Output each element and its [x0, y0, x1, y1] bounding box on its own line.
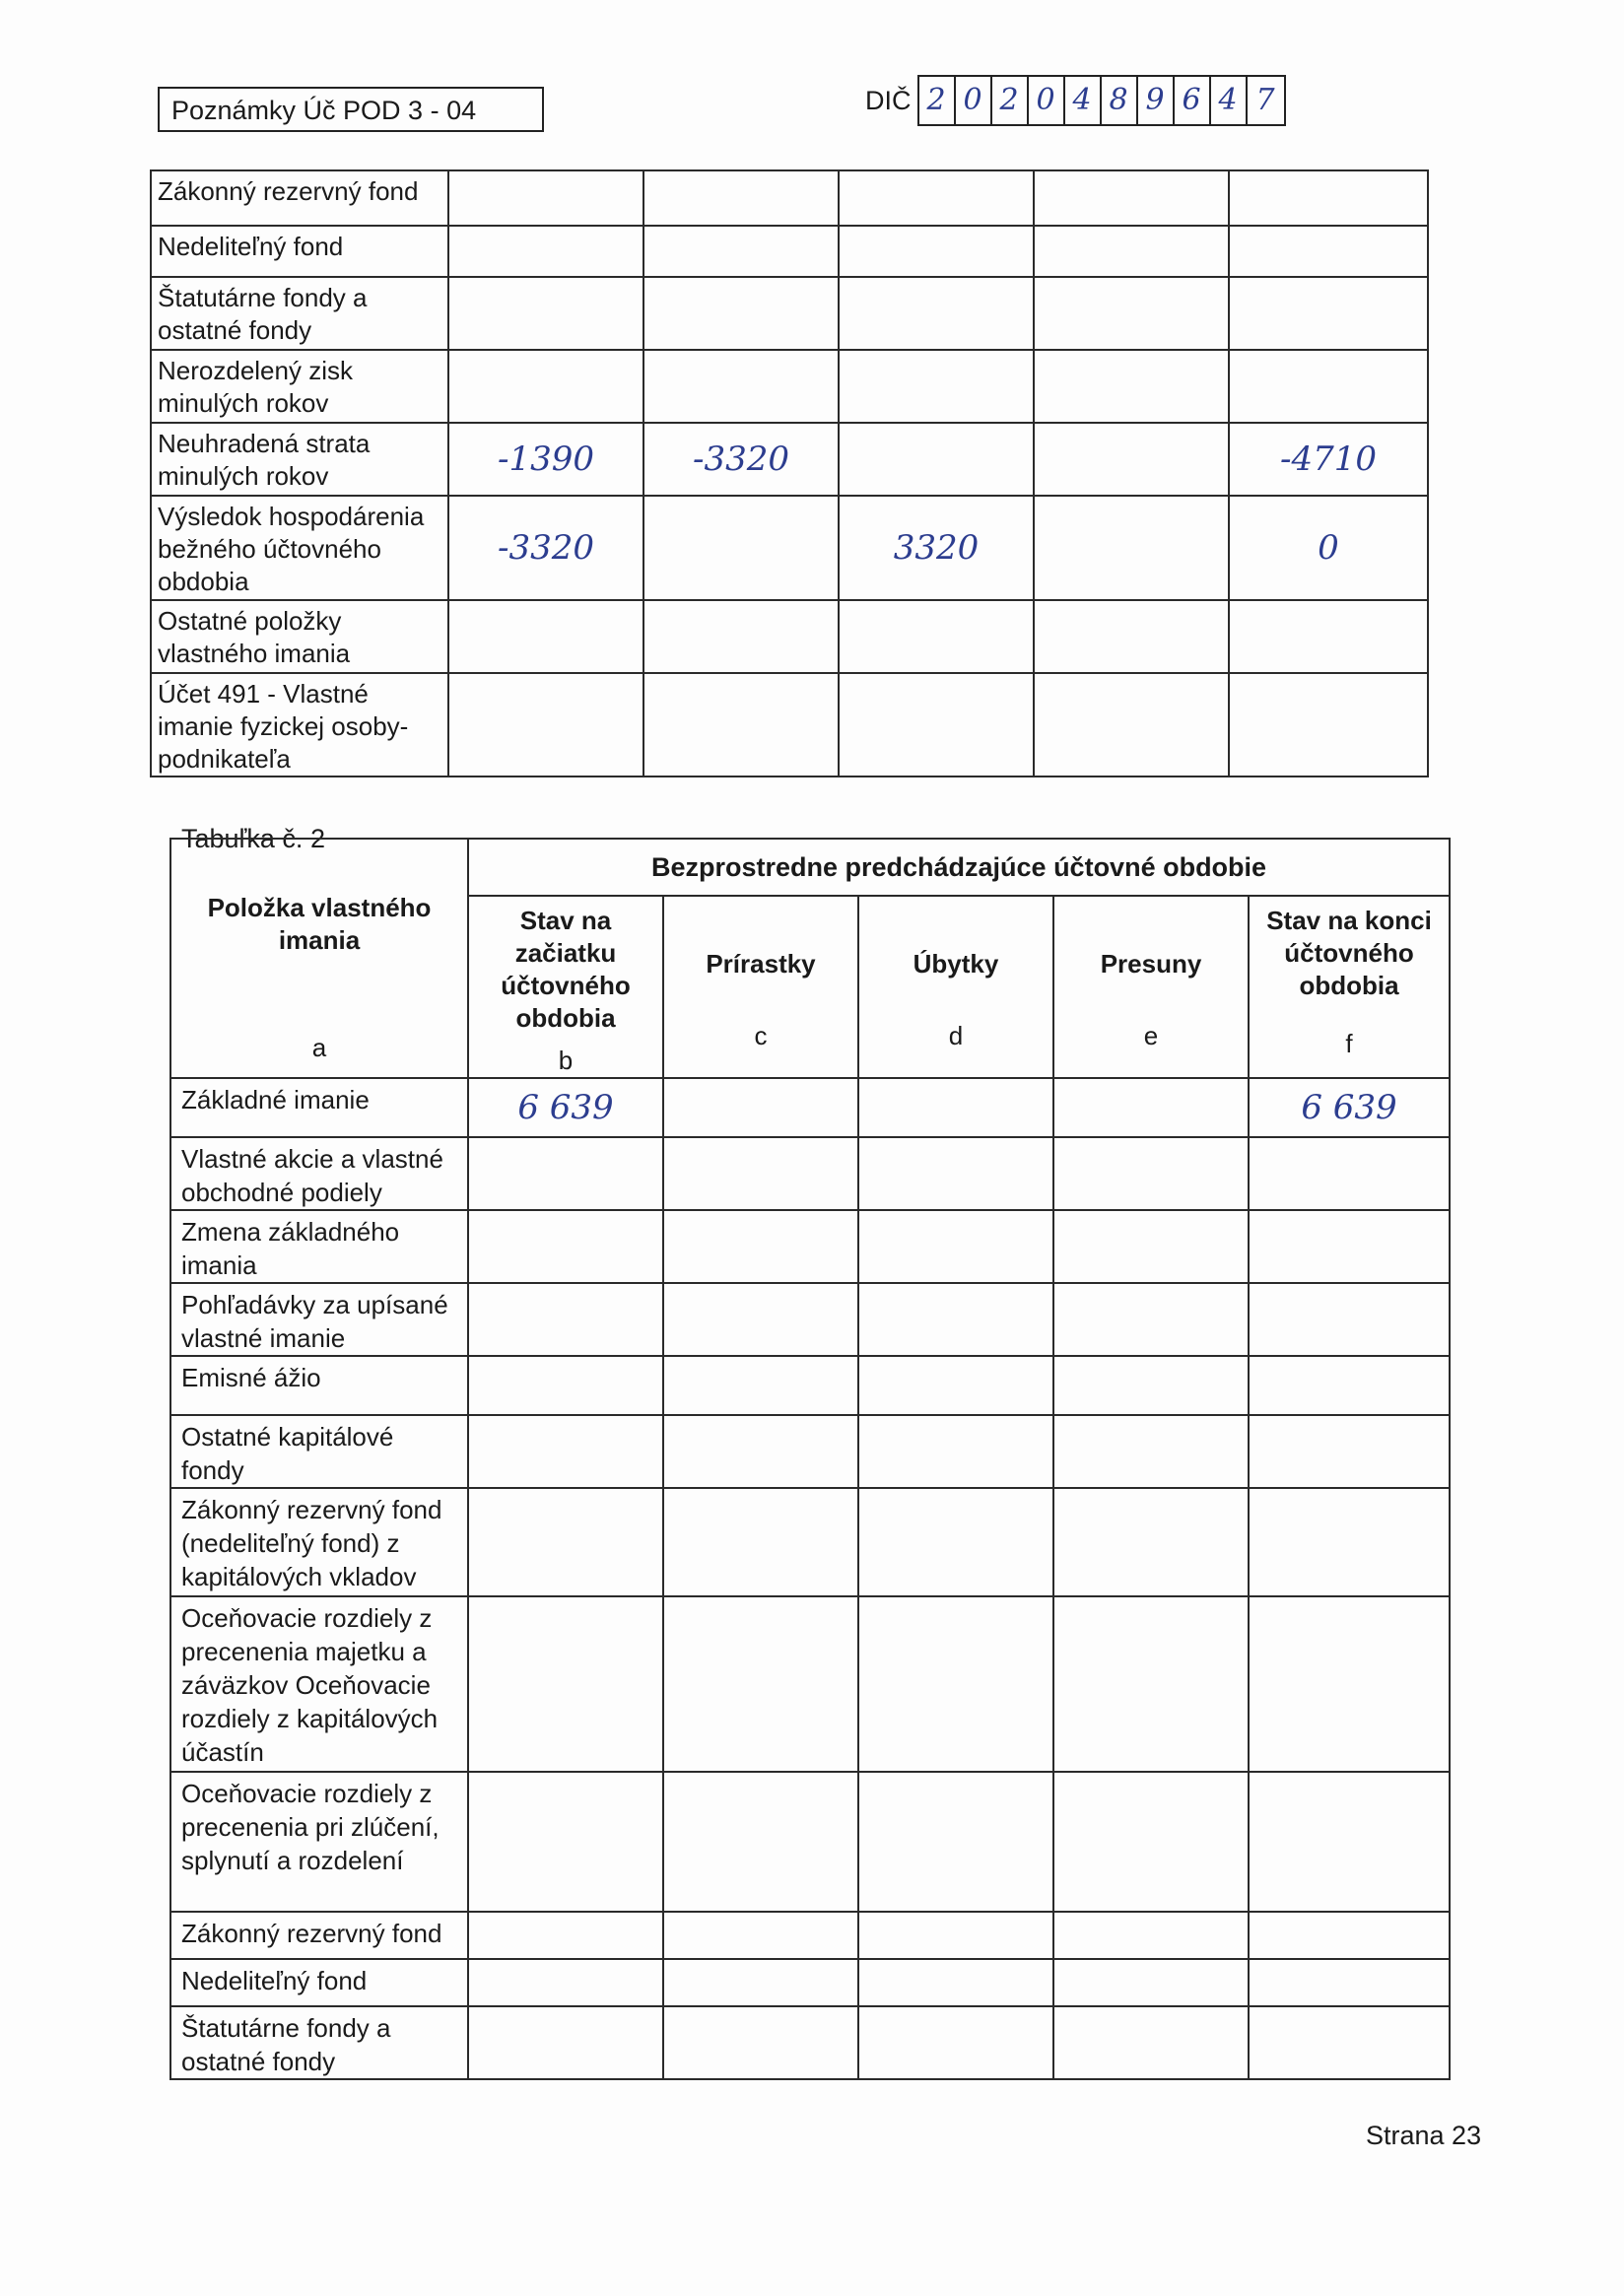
- dic-digit[interactable]: 4: [1065, 77, 1102, 124]
- value-cell[interactable]: [1053, 1283, 1249, 1356]
- table-row: [151, 673, 1428, 777]
- value-cell[interactable]: [468, 1210, 663, 1283]
- value-cell[interactable]: [1053, 1488, 1249, 1596]
- value-cell[interactable]: [468, 1356, 663, 1415]
- column-letter: f: [1345, 1029, 1353, 1058]
- dic-field: [865, 75, 1286, 126]
- value-cell[interactable]: [858, 1596, 1053, 1772]
- value-cell[interactable]: [468, 1137, 663, 1210]
- value-cell[interactable]: [1229, 226, 1428, 277]
- value-cell[interactable]: [468, 1772, 663, 1912]
- value-cell[interactable]: [643, 673, 839, 777]
- value-cell[interactable]: [1249, 2006, 1450, 2079]
- value-cell[interactable]: [1053, 1210, 1249, 1283]
- value-cell[interactable]: [1053, 1356, 1249, 1415]
- table-row: [151, 226, 1428, 277]
- column-letter: c: [754, 1021, 768, 1050]
- value-cell[interactable]: [1229, 170, 1428, 226]
- value-cell[interactable]: [663, 1912, 858, 1959]
- table-row: [170, 1772, 1450, 1912]
- column-header-d: [858, 896, 1053, 1078]
- value-cell[interactable]: [858, 1415, 1053, 1488]
- table-row: [170, 1912, 1450, 1959]
- value-cell[interactable]: 6 639: [468, 1078, 663, 1137]
- value-cell[interactable]: [839, 277, 1034, 350]
- value-cell[interactable]: 0: [1229, 496, 1428, 600]
- value-cell[interactable]: [858, 1210, 1053, 1283]
- page-number: Strana 23: [1366, 2121, 1482, 2150]
- value-cell[interactable]: -4710: [1229, 423, 1428, 496]
- value-cell[interactable]: [468, 1912, 663, 1959]
- dic-digit[interactable]: 7: [1255, 83, 1275, 117]
- table-row: [151, 423, 1428, 496]
- dic-digit[interactable]: 2: [919, 77, 956, 124]
- value-cell[interactable]: [468, 1415, 663, 1488]
- value-cell[interactable]: [468, 1283, 663, 1356]
- table-row: [170, 1415, 1450, 1488]
- table-row: [151, 496, 1428, 600]
- value-cell[interactable]: [858, 2006, 1053, 2079]
- column-header-a: [170, 839, 468, 1078]
- value-cell[interactable]: [663, 1959, 858, 2006]
- column-header-label: Položka vlastného imania: [207, 893, 432, 955]
- value-cell[interactable]: [839, 423, 1034, 496]
- value-cell[interactable]: [839, 170, 1034, 226]
- value-cell[interactable]: 3320: [839, 496, 1034, 600]
- value-cell[interactable]: [1249, 1356, 1450, 1415]
- value-cell[interactable]: [468, 1488, 663, 1596]
- value-cell[interactable]: [1053, 1078, 1249, 1137]
- dic-label: DIČ: [865, 85, 912, 115]
- value-cell[interactable]: [1034, 496, 1229, 600]
- value-cell[interactable]: [448, 600, 643, 673]
- dic-digit[interactable]: 8: [1102, 77, 1138, 124]
- value-cell[interactable]: [1249, 1283, 1450, 1356]
- value-cell[interactable]: [468, 1959, 663, 2006]
- value-cell[interactable]: [1034, 600, 1229, 673]
- row-label: Emisné ážio: [170, 1356, 468, 1415]
- table-row: [170, 1596, 1450, 1772]
- row-label: Oceňovacie rozdiely z precenenia majetku a záväzkov Oceňovacie rozdiely z kapitálových účastín: [170, 1596, 468, 1772]
- value-cell[interactable]: [643, 350, 839, 423]
- value-cell[interactable]: [858, 1959, 1053, 2006]
- value-cell[interactable]: [448, 226, 643, 277]
- row-label: Oceňovacie rozdiely z precenenia pri zlúčení, splynutí a rozdelení: [170, 1772, 468, 1912]
- value-cell[interactable]: [448, 277, 643, 350]
- value-cell[interactable]: [839, 600, 1034, 673]
- row-label: Ostatné položky vlastného imania: [151, 600, 448, 673]
- column-header-f: [1249, 896, 1450, 1078]
- value-cell[interactable]: [1249, 1137, 1450, 1210]
- header-row: [170, 839, 1450, 896]
- value-cell[interactable]: [1229, 277, 1428, 350]
- value-cell[interactable]: [663, 1488, 858, 1596]
- value-cell[interactable]: [1034, 170, 1229, 226]
- table-row: [151, 170, 1428, 226]
- row-label: Vlastné akcie a vlastné obchodné podiely: [170, 1137, 468, 1210]
- column-header-label: Stav na konci účtovného obdobia: [1266, 906, 1432, 1000]
- value-cell[interactable]: [1229, 350, 1428, 423]
- value-cell[interactable]: [663, 1415, 858, 1488]
- value-cell[interactable]: [1249, 1912, 1450, 1959]
- column-header-label: Stav na začiatku účtovného obdobia: [501, 906, 631, 1033]
- table-row: [170, 2006, 1450, 2079]
- value-cell[interactable]: [663, 1078, 858, 1137]
- value-cell[interactable]: [858, 1137, 1053, 1210]
- column-header-b: [468, 896, 663, 1078]
- value-cell[interactable]: [858, 1772, 1053, 1912]
- column-header-label: Presuny: [1100, 949, 1202, 979]
- value-cell[interactable]: -3320: [448, 496, 643, 600]
- value-cell[interactable]: [663, 1210, 858, 1283]
- table-row: [170, 1137, 1450, 1210]
- table-row: [170, 1210, 1450, 1283]
- table-row: [170, 1356, 1450, 1415]
- value-cell[interactable]: [1034, 673, 1229, 777]
- column-header-e: [1053, 896, 1249, 1078]
- value-cell[interactable]: [643, 600, 839, 673]
- column-letter: e: [1143, 1021, 1159, 1050]
- value-cell[interactable]: [1249, 1772, 1450, 1912]
- row-label: Účet 491 - Vlastné imanie fyzickej osoby-podnikateľa: [151, 673, 448, 777]
- value-cell[interactable]: [839, 673, 1034, 777]
- dic-boxes: [917, 75, 1286, 126]
- equity-table-2: [169, 838, 1451, 2080]
- value-cell[interactable]: [643, 170, 839, 226]
- row-label: Zákonný rezervný fond (nedeliteľný fond) z kapitálových vkladov: [170, 1488, 468, 1596]
- form-label: Poznámky Úč POD 3 - 04: [158, 87, 544, 132]
- value-cell[interactable]: [1034, 423, 1229, 496]
- value-cell[interactable]: [1249, 1959, 1450, 2006]
- table-row: [151, 277, 1428, 350]
- value-cell[interactable]: [858, 1912, 1053, 1959]
- value-cell[interactable]: [1249, 1596, 1450, 1772]
- column-header-label: Úbytky: [913, 949, 999, 979]
- equity-table-continued: [150, 169, 1429, 777]
- table-row: [170, 1078, 1450, 1137]
- value-cell[interactable]: [643, 496, 839, 600]
- value-cell[interactable]: [643, 226, 839, 277]
- value-cell[interactable]: [663, 1596, 858, 1772]
- table-row: [151, 350, 1428, 423]
- value-cell[interactable]: [448, 673, 643, 777]
- value-cell[interactable]: [663, 2006, 858, 2079]
- value-cell[interactable]: [468, 2006, 663, 2079]
- dic-digit[interactable]: 6: [1175, 77, 1211, 124]
- value-cell[interactable]: [858, 1078, 1053, 1137]
- period-header: Bezprostredne predchádzajúce účtovné obdobie: [468, 839, 1450, 896]
- row-label: Štatutárne fondy a ostatné fondy: [170, 2006, 468, 2079]
- column-letter: d: [948, 1021, 964, 1050]
- value-cell[interactable]: [1034, 277, 1229, 350]
- value-cell[interactable]: [663, 1137, 858, 1210]
- table-row: [170, 1283, 1450, 1356]
- value-cell[interactable]: [1249, 1415, 1450, 1488]
- dic-digit[interactable]: 2: [992, 77, 1029, 124]
- table-caption: Tabuľka č. 2: [181, 824, 325, 853]
- value-cell[interactable]: [1053, 1415, 1249, 1488]
- row-label: Nedeliteľný fond: [151, 226, 448, 277]
- dic-digit[interactable]: 9: [1138, 77, 1175, 124]
- row-label: Zmena základného imania: [170, 1210, 468, 1283]
- value-cell[interactable]: [1053, 1959, 1249, 2006]
- row-label: Nedeliteľný fond: [170, 1959, 468, 2006]
- dic-digit[interactable]: 0: [1029, 77, 1065, 124]
- row-label: Štatutárne fondy a ostatné fondy: [151, 277, 448, 350]
- table-row: [151, 600, 1428, 673]
- value-cell[interactable]: [858, 1283, 1053, 1356]
- value-cell[interactable]: [858, 1356, 1053, 1415]
- value-cell[interactable]: [643, 277, 839, 350]
- value-cell[interactable]: [839, 226, 1034, 277]
- dic-digit[interactable]: 4: [1211, 77, 1248, 124]
- value-cell[interactable]: [858, 1488, 1053, 1596]
- table-row: [170, 1959, 1450, 2006]
- value-cell[interactable]: [1034, 226, 1229, 277]
- row-label: Výsledok hospodárenia bežného účtovného obdobia: [151, 496, 448, 600]
- value-cell[interactable]: -1390: [448, 423, 643, 496]
- value-cell[interactable]: [1053, 2006, 1249, 2079]
- value-cell[interactable]: 6 639: [1249, 1078, 1450, 1137]
- table-row: [170, 1488, 1450, 1596]
- dic-digit[interactable]: 0: [956, 77, 992, 124]
- column-header-c: [663, 896, 858, 1078]
- column-letter: a: [311, 1033, 327, 1062]
- value-cell[interactable]: [448, 170, 643, 226]
- column-header-label: Prírastky: [706, 949, 816, 979]
- value-cell[interactable]: [1229, 600, 1428, 673]
- value-cell[interactable]: [1053, 1912, 1249, 1959]
- value-cell[interactable]: -3320: [643, 423, 839, 496]
- value-cell[interactable]: [663, 1356, 858, 1415]
- value-cell[interactable]: [1053, 1772, 1249, 1912]
- value-cell[interactable]: [448, 350, 643, 423]
- row-label: Ostatné kapitálové fondy: [170, 1415, 468, 1488]
- value-cell[interactable]: [839, 350, 1034, 423]
- value-cell[interactable]: [1249, 1488, 1450, 1596]
- value-cell[interactable]: [1034, 350, 1229, 423]
- row-label: Zákonný rezervný fond: [170, 1912, 468, 1959]
- row-label: Zákonný rezervný fond: [151, 170, 448, 226]
- value-cell[interactable]: [1229, 673, 1428, 777]
- value-cell[interactable]: [1053, 1137, 1249, 1210]
- row-label: Nerozdelený zisk minulých rokov: [151, 350, 448, 423]
- value-cell[interactable]: [468, 1596, 663, 1772]
- row-label: Pohľadávky za upísané vlastné imanie: [170, 1283, 468, 1356]
- value-cell[interactable]: [663, 1772, 858, 1912]
- value-cell[interactable]: [1053, 1596, 1249, 1772]
- value-cell[interactable]: [663, 1283, 858, 1356]
- row-label: Základné imanie: [170, 1078, 468, 1137]
- row-label: Neuhradená strata minulých rokov: [151, 423, 448, 496]
- value-cell[interactable]: [1249, 1210, 1450, 1283]
- column-letter: b: [558, 1046, 574, 1075]
